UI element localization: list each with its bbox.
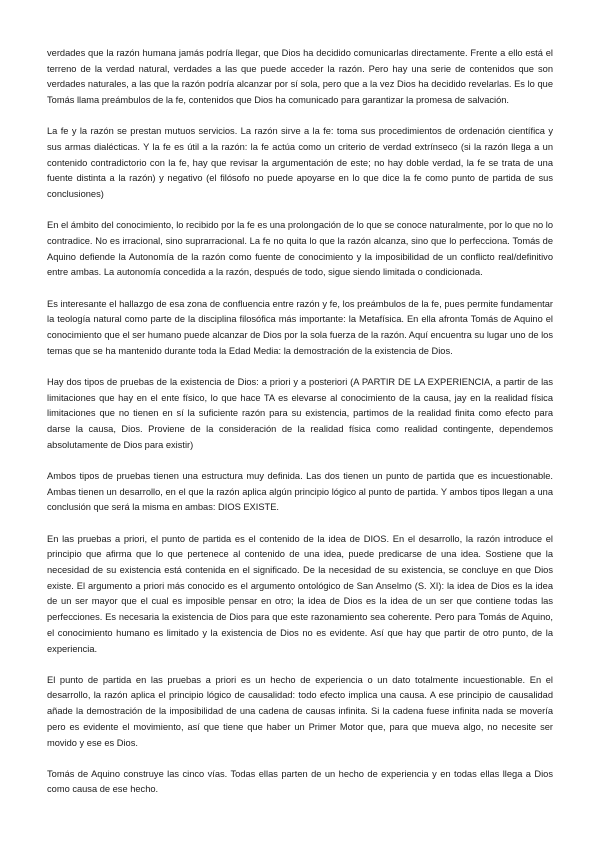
paragraph-teologia-natural: Es interesante el hallazgo de esa zona de confluencia entre razón y fe, los preámbulos de la fe, pues permite fundamentar la teología natural como parte de la disciplina filosófica más importante: la Metafísica. En ella afronta Tomás de Aquino el conocimiento que el ser humano puede alcanzar de Dios por la sola fuerza de la razón. Aquí encuentra su lugar uno de los temas que se ha mantenido durante toda la Edad Media: la demostración de la existencia de Dios. [47, 298, 553, 356]
paragraph-ambito-conocimiento: En el ámbito del conocimiento, lo recibido por la fe es una prolongación de lo que se conoce naturalmente, por lo que no lo contradice. No es irracional, sino suprarracional. La fe no quita lo que la razón alcanza, sino que lo perfecciona. Tomás de Aquino defiende la Autonomía de la razón como fuente de conocimiento y la imposibilidad de un conflicto real/definitivo entre ambas. La autonomía concedida a la razón, después de todo, sigue siendo limitada o condicionada. [47, 220, 553, 278]
paragraph-pruebas-a-priori: En las pruebas a priori, el punto de partida es el contenido de la idea de DIOS. En el desarrollo, la razón introduce el principio que afirma que lo que pertenece al contenido de una idea, puede predicarse de una idea. Sostiene que la necesidad de su existencia está contenida en el significado. De la necesidad de su existencia, se concluye en que Dios existe. El argumento a priori más conocido es el argumento ontológico de San Anselmo (S. XI): la idea de Dios es la idea de un ser mayor que el cual es imposible pensar en otro; la idea de Dios es la idea de un ser que contiene todas las perfecciones. Es necesaria la existencia de Dios para que este razonamiento sea coherente. Pero para Tomás de Aquino, el conocimiento humano es limitado y la existencia de Dios no es evidente. Así que hay que partir de otro punto, de la experiencia. [47, 533, 553, 654]
paragraph-estructura-pruebas: Ambos tipos de pruebas tienen una estructura muy definida. Las dos tienen un punto de partida que es incuestionable. Ambas tienen un desarrollo, en el que la razón aplica algún principio lógico al punto de partida. Y ambos tipos llegan a una conclusión que será la misma en ambas: DIOS EXISTE. [47, 470, 553, 513]
paragraph-tipos-pruebas: Hay dos tipos de pruebas de la existencia de Dios: a priori y a posteriori (A PARTIR DE LA EXPERIENCIA, a partir de las limitaciones que hay en el ente físico, lo que hace TA es elevarse al conocimiento de la causa, jay en la realidad física limitaciones que no tienen en sí la suficiente razón para su existencia, partimos de la realidad finita como efecto para darse la causa, Dios. Proviene de la consideración de la realidad física como realidad contingente, dependemos absolutamente de Dios para existir) [47, 376, 553, 450]
paragraph-preambulos: verdades que la razón humana jamás podría llegar, que Dios ha decidido comunicarlas directamente. Frente a ello está el terreno de la verdad natural, verdades a las que puede acceder la razón. Pero hay una serie de contenidos que son verdades naturales, a las que la razón podría alcanzar por sí sola, pero que a la vez Dios ha decidido revelarlas. Es lo que Tomás llama preámbulos de la fe, contenidos que Dios ha comunicado para garantizar la promesa de salvación. [47, 48, 553, 106]
paragraph-servicios-fe-razon: La fe y la razón se prestan mutuos servicios. La razón sirve a la fe: toma sus procedimientos de ordenación científica y sus armas dialécticas. Y la fe es útil a la razón: la fe actúa como un criterio de verdad extrínseco (si la razón llega a un contenido contradictorio con la fe, hay que revisar la argumentación de este; no hay doble verdad, la fe se trata de una fuente distinta a la razón) y negativo (el filósofo no puede apoyarse en lo que dice la fe como punto de partida de sus conclusiones) [47, 126, 553, 200]
paragraph-cinco-vias: Tomás de Aquino construye las cinco vías. Todas ellas parten de un hecho de experiencia y en todas ellas llega a Dios como causa de ese hecho. [47, 768, 553, 795]
paragraph-punto-partida: El punto de partida en las pruebas a priori es un hecho de experiencia o un dato totalmente incuestionable. En el desarrollo, la razón aplica el principio lógico de causalidad: todo efecto implica una causa. A ese principio de causalidad añade la demostración de la imposibilidad de una cadena de causas infinita. Si la cadena fuese infinita nada se movería pero es evidente el movimiento, así que tiene que haber un Primer Motor que, para que mueva algo, no necesite ser movido y ese es Dios. [47, 674, 553, 748]
